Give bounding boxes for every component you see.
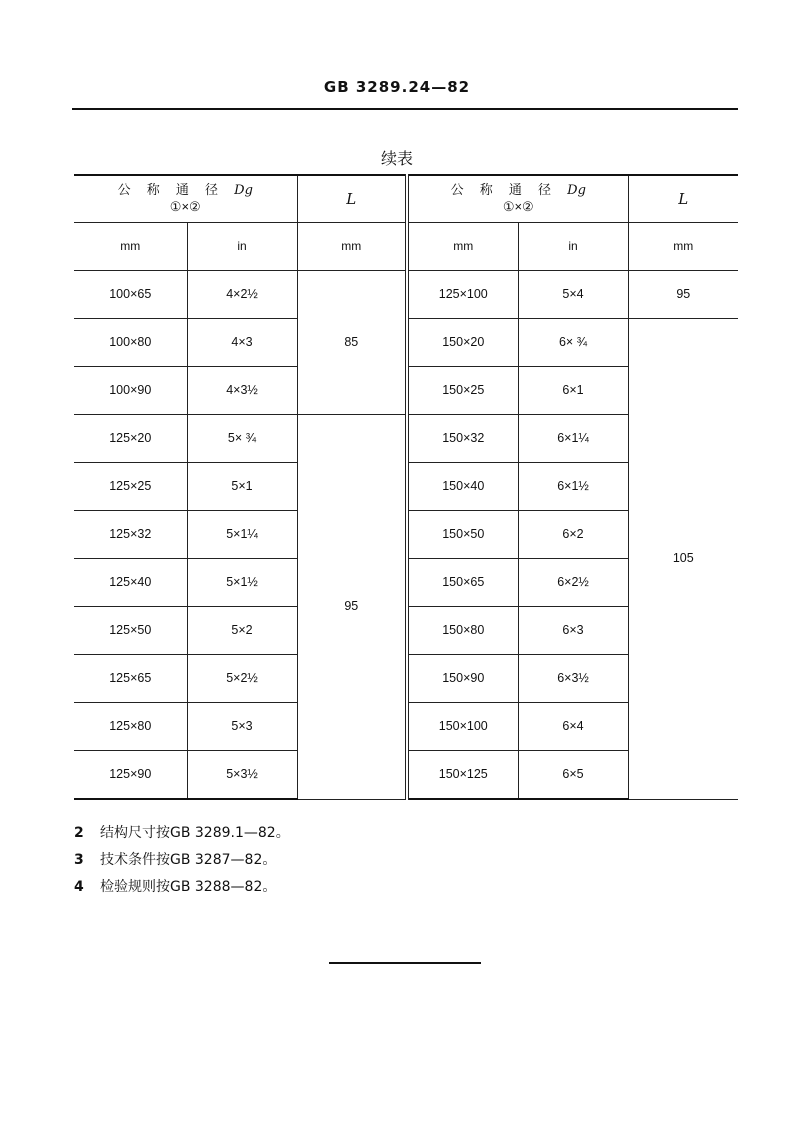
table-unit-row	[74, 223, 738, 271]
left-length-header: L	[297, 175, 407, 223]
cell-in: 6×2	[518, 511, 628, 559]
end-of-document-rule	[329, 962, 481, 964]
cell-mm: 125×80	[74, 703, 187, 751]
unit-in: in	[518, 223, 628, 271]
cell-mm: 125×25	[74, 463, 187, 511]
table-header-row	[74, 175, 738, 223]
cell-mm: 125×100	[407, 271, 518, 319]
cell-in: 6×1¼	[518, 415, 628, 463]
cell-mm: 125×32	[74, 511, 187, 559]
cell-in: 4×3	[187, 319, 297, 367]
cell-in: 4×3½	[187, 367, 297, 415]
table-caption: 续表	[380, 149, 413, 168]
cell-in: 6×2½	[518, 559, 628, 607]
cell-in: 5×3½	[187, 751, 297, 800]
cell-in: 5×1¼	[187, 511, 297, 559]
unit-l-mm: mm	[628, 223, 738, 271]
table-row	[74, 271, 738, 319]
note-text: 技术条件按GB 3287—82。	[100, 852, 277, 868]
note-text: 检验规则按GB 3288—82。	[100, 879, 277, 895]
cell-in: 6×4	[518, 703, 628, 751]
cell-mm: 100×65	[74, 271, 187, 319]
unit-l-mm: mm	[297, 223, 407, 271]
cell-in: 5×4	[518, 271, 628, 319]
cell-length: 95	[628, 271, 738, 319]
cell-in: 5×1½	[187, 559, 297, 607]
unit-mm: mm	[74, 223, 187, 271]
note-number: 2	[74, 825, 84, 841]
cell-mm: 150×80	[407, 607, 518, 655]
cell-mm: 150×65	[407, 559, 518, 607]
cell-in: 6×1	[518, 367, 628, 415]
cell-in: 6×1½	[518, 463, 628, 511]
cell-mm: 150×32	[407, 415, 518, 463]
left-nominal-diameter-header: 公 称 通 径 Dg ①×②	[74, 175, 297, 223]
cell-mm: 150×125	[407, 751, 518, 800]
cell-in: 6×5	[518, 751, 628, 800]
cell-mm: 125×40	[74, 559, 187, 607]
cell-mm: 150×25	[407, 367, 518, 415]
right-nominal-diameter-header: 公 称 通 径 Dg ①×②	[407, 175, 628, 223]
cell-in: 5×3	[187, 703, 297, 751]
cell-mm: 125×90	[74, 751, 187, 800]
cell-mm: 150×40	[407, 463, 518, 511]
right-length-header: L	[628, 175, 738, 223]
note-item	[74, 820, 290, 847]
cell-length: 85	[297, 271, 407, 415]
notes-list	[74, 820, 290, 901]
cell-in: 5×2½	[187, 655, 297, 703]
header-rule	[72, 108, 738, 110]
cell-mm: 125×20	[74, 415, 187, 463]
note-number: 4	[74, 879, 84, 895]
standard-number-header: GB 3289.24—82	[323, 78, 471, 96]
cell-in: 6× ¾	[518, 319, 628, 367]
cell-in: 6×3	[518, 607, 628, 655]
cell-mm: 150×100	[407, 703, 518, 751]
cell-mm: 150×90	[407, 655, 518, 703]
cell-mm: 150×20	[407, 319, 518, 367]
cell-mm: 100×80	[74, 319, 187, 367]
note-number: 3	[74, 852, 84, 868]
note-item	[74, 847, 290, 874]
cell-mm: 100×90	[74, 367, 187, 415]
cell-mm: 125×50	[74, 607, 187, 655]
unit-in: in	[187, 223, 297, 271]
cell-mm: 125×65	[74, 655, 187, 703]
note-text: 结构尺寸按GB 3289.1—82。	[100, 825, 290, 841]
cell-in: 5×2	[187, 607, 297, 655]
unit-mm: mm	[407, 223, 518, 271]
cell-in: 5× ¾	[187, 415, 297, 463]
cell-in: 6×3½	[518, 655, 628, 703]
cell-mm: 150×50	[407, 511, 518, 559]
dimension-table	[74, 174, 738, 800]
cell-length: 95	[297, 415, 407, 800]
cell-in: 4×2½	[187, 271, 297, 319]
cell-length: 105	[628, 319, 738, 800]
note-item	[74, 874, 290, 901]
cell-in: 5×1	[187, 463, 297, 511]
